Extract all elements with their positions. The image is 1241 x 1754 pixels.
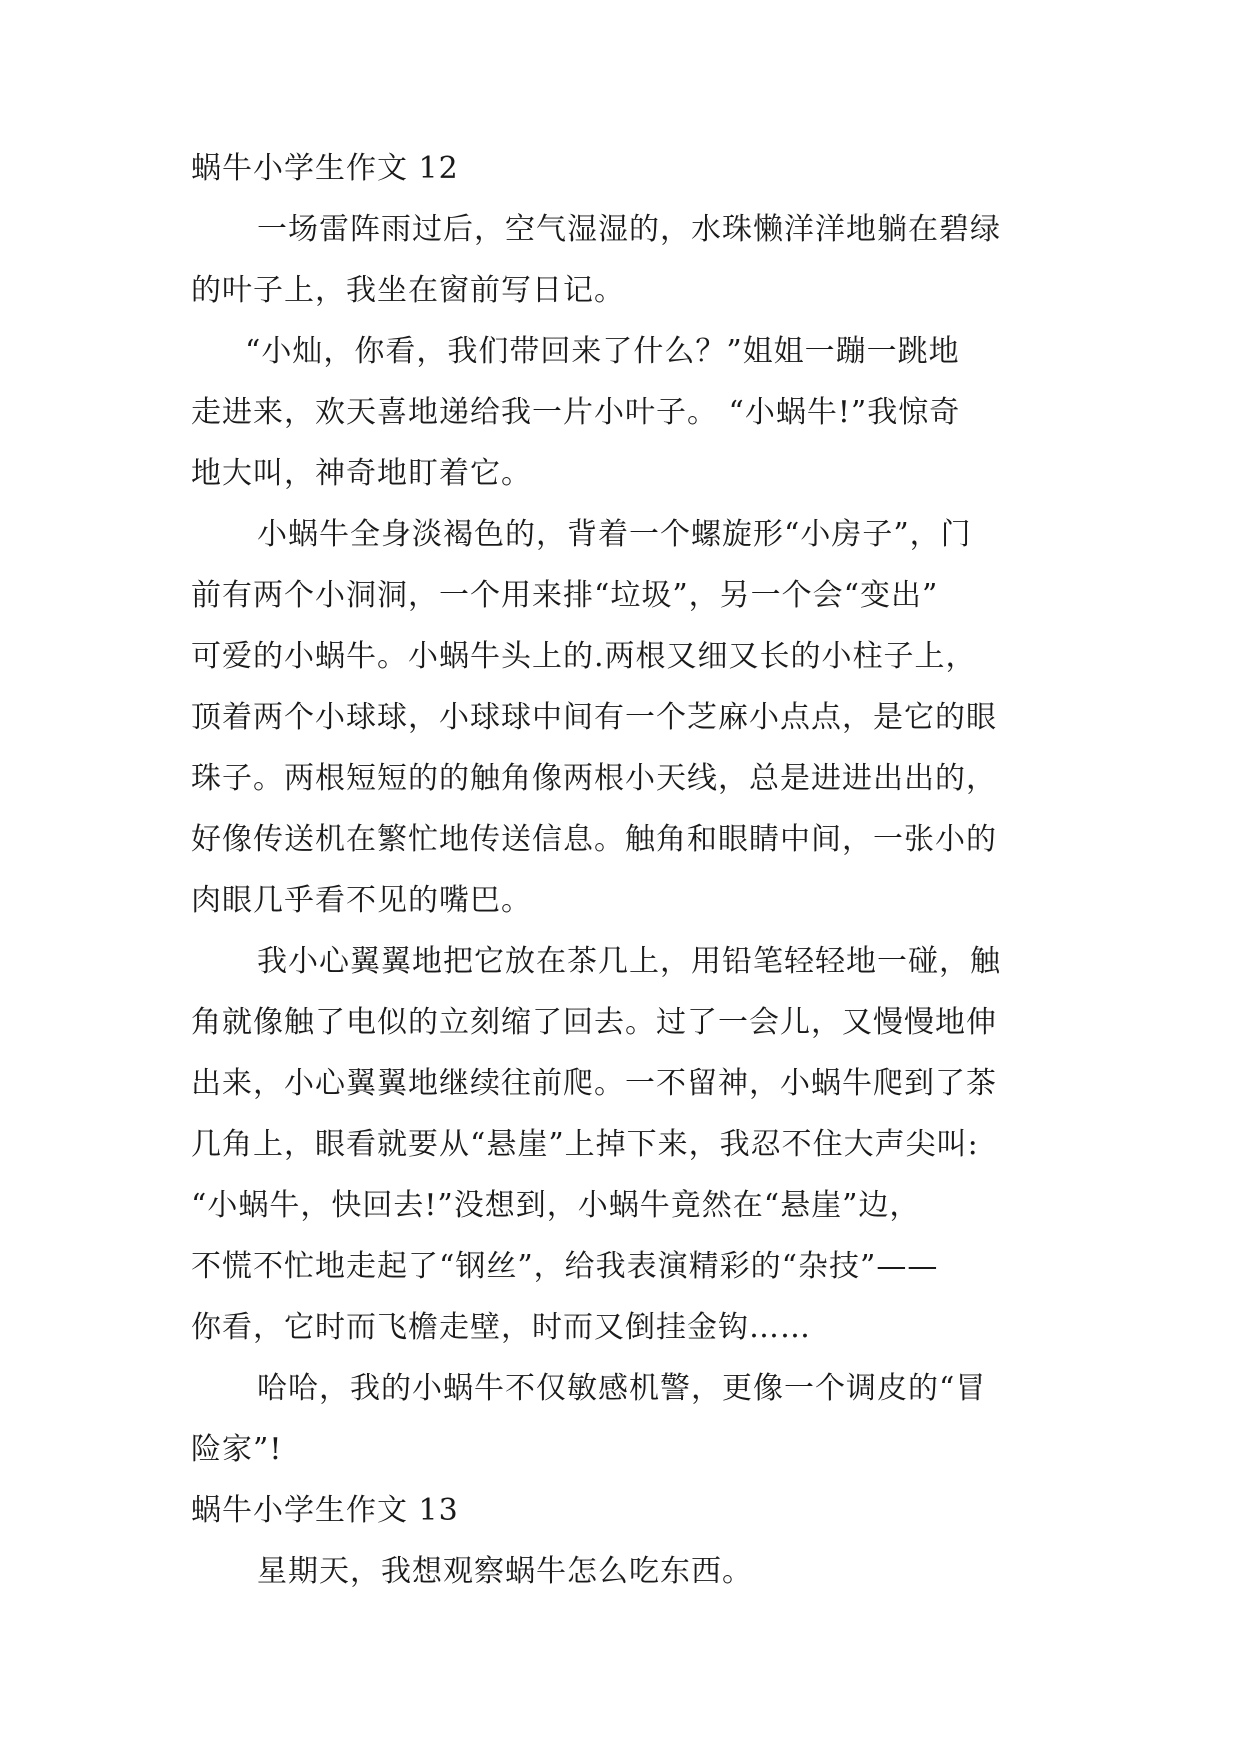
paragraph-line: 小蜗牛全身淡褐色的，背着一个螺旋形“小房子”，门 <box>257 517 972 552</box>
essay-title: 蜗牛小学生作文 12 <box>191 151 459 186</box>
essay-title: 蜗牛小学生作文 13 <box>191 1493 459 1528</box>
paragraph-line: 几角上，眼看就要从“悬崖”上掉下来，我忍不住大声尖叫: <box>191 1127 979 1162</box>
paragraph-line: 地大叫，神奇地盯着它。 <box>191 456 532 491</box>
paragraph-line: 的叶子上，我坐在窗前写日记。 <box>191 273 625 308</box>
paragraph-line: 好像传送机在繁忙地传送信息。触角和眼睛中间，一张小的 <box>191 822 997 857</box>
paragraph-line: 星期天，我想观察蜗牛怎么吃东西。 <box>257 1554 753 1589</box>
paragraph-line: 我小心翼翼地把它放在茶几上，用铅笔轻轻地一碰，触 <box>257 944 1001 979</box>
paragraph-line: 你看，它时而飞檐走壁，时而又倒挂金钩…… <box>191 1310 811 1345</box>
paragraph-line: 一场雷阵雨过后，空气湿湿的，水珠懒洋洋地躺在碧绿 <box>257 212 1001 247</box>
paragraph-line: “小灿，你看，我们带回来了什么？”姐姐一蹦一跳地 <box>245 334 960 369</box>
paragraph-line: 顶着两个小球球，小球球中间有一个芝麻小点点，是它的眼 <box>191 700 997 735</box>
paragraph-line: 哈哈，我的小蜗牛不仅敏感机警，更像一个调皮的“冒 <box>257 1371 987 1406</box>
paragraph-line: 险家”! <box>191 1432 283 1467</box>
paragraph-line: “小蜗牛，快回去!”没想到，小蜗牛竟然在“悬崖”边， <box>191 1188 921 1223</box>
paragraph-line: 肉眼几乎看不见的嘴巴。 <box>191 883 532 918</box>
paragraph-line: 珠子。两根短短的的触角像两根小天线，总是进进出出的， <box>191 761 997 796</box>
paragraph-line: 出来，小心翼翼地继续往前爬。一不留神，小蜗牛爬到了茶 <box>191 1066 997 1101</box>
paragraph-line: 走进来，欢天喜地递给我一片小叶子。 “小蜗牛!”我惊奇 <box>191 395 961 430</box>
paragraph-line: 可爱的小蜗牛。小蜗牛头上的.两根又细又长的小柱子上， <box>191 639 977 674</box>
paragraph-line: 不慌不忙地走起了“钢丝”，给我表演精彩的“杂技”—— <box>191 1249 939 1284</box>
paragraph-line: 前有两个小洞洞，一个用来排“垃圾”，另一个会“变出” <box>191 578 939 613</box>
paragraph-line: 角就像触了电似的立刻缩了回去。过了一会儿，又慢慢地伸 <box>191 1005 997 1040</box>
